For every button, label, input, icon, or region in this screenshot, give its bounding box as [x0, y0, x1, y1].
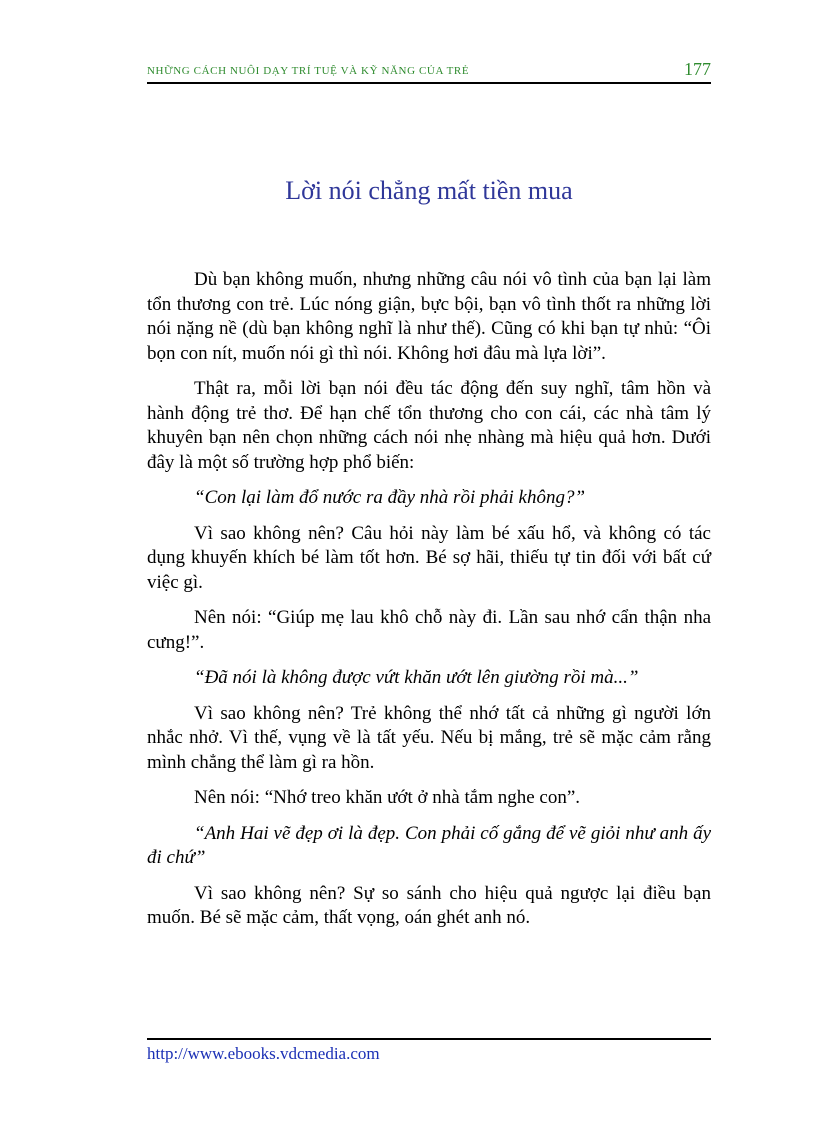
example-quote: “Đã nói là không được vứt khăn ướt lên giường rồi mà...”: [194, 667, 639, 688]
page-number: 177: [684, 59, 711, 79]
example-quote: “Con lại làm đổ nước ra đầy nhà rồi phải không?”: [194, 487, 586, 508]
paragraph: Vì sao không nên? Câu hỏi này làm bé xấu hổ, và không có tác dụng khuyến khích bé làm tốt hơn. Bé sợ hãi, thiếu tự tin đối với bất cứ việc gì.: [147, 522, 711, 593]
chapter-title: Lời nói chẳng mất tiền mua: [285, 176, 573, 205]
paragraph: Vì sao không nên? Trẻ không thể nhớ tất cả những gì người lớn nhắc nhở. Vì thế, vụng về là tất yếu. Nếu bị mắng, trẻ sẽ mặc cảm rằng mình chẳng thể làm gì ra hồn.: [147, 702, 711, 773]
body-text: [147, 268, 711, 942]
example-quote: “Anh Hai vẽ đẹp ơi là đẹp. Con phải cố gắng để vẽ giỏi như anh ấy đi chứ”: [147, 822, 711, 868]
paragraph: Thật ra, mỗi lời bạn nói đều tác động đến suy nghĩ, tâm hồn và hành động trẻ thơ. Để hạn chế tổn thương cho con cái, các nhà tâm lý khuyên bạn nên chọn những cách nói nhẹ nhàng mà hiệu quả hơn. Dưới đây là một số trường hợp phổ biến:: [147, 378, 711, 473]
footer: [147, 1038, 711, 1064]
website-link[interactable]: http://www.ebooks.vdcmedia.com: [147, 1044, 380, 1063]
paragraph: Nên nói: “Nhớ treo khăn ướt ở nhà tắm nghe con”.: [194, 787, 581, 808]
paragraph: Dù bạn không muốn, nhưng những câu nói vô tình của bạn lại làm tổn thương con trẻ. Lúc nóng giận, bực bội, bạn vô tình thốt ra những lời nói nặng nề (dù bạn không nghĩ là như thế). Cũng có khi bạn tự nhủ: “Ôi bọn con nít, muốn nói gì thì nói. Không hơi đâu mà lựa lời”.: [147, 269, 711, 364]
book-title: NHỮNG CÁCH NUÔI DẠY TRÍ TUỆ VÀ KỸ NĂNG CỦA TRẺ: [147, 65, 470, 77]
paragraph: Nên nói: “Giúp mẹ lau khô chỗ này đi. Lần sau nhớ cẩn thận nha cưng!”.: [147, 607, 711, 653]
running-header: [147, 60, 711, 84]
paragraph: Vì sao không nên? Sự so sánh cho hiệu quả ngược lại điều bạn muốn. Bé sẽ mặc cảm, thất vọng, oán ghét anh nó.: [147, 882, 711, 928]
